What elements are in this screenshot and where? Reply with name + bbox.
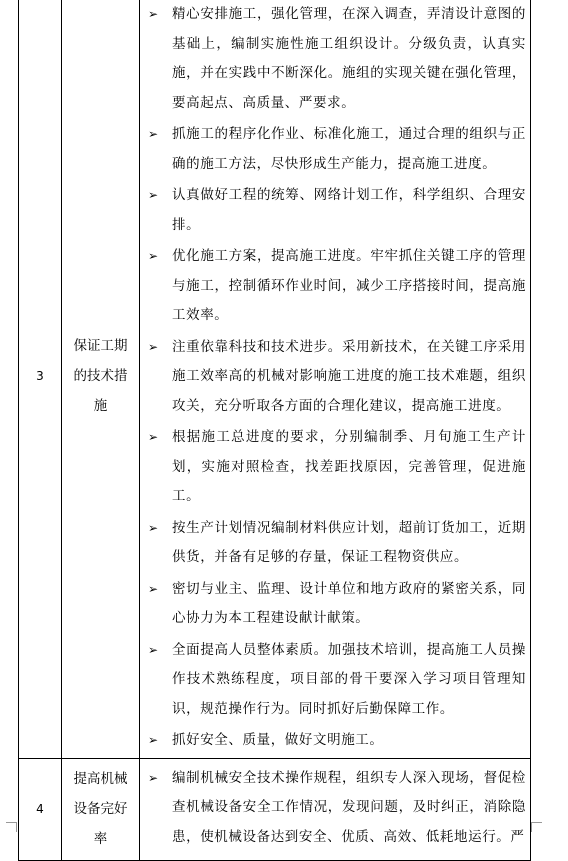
row-title: 保证工期的技术措施	[62, 0, 140, 758]
item-text: 抓施工的程序化作业、标准化施工，通过合理的组织与正确的施工方法，尽快形成生产能力，提高施工进度。	[172, 126, 526, 172]
list-item	[148, 120, 526, 179]
list-item	[148, 242, 526, 331]
item-list	[140, 758, 531, 860]
crop-mark	[531, 822, 532, 832]
arrow-bullet-icon: ➢	[148, 520, 159, 535]
arrow-bullet-icon: ➢	[148, 7, 159, 21]
crop-mark	[6, 822, 16, 823]
list-item	[148, 575, 526, 634]
item-list	[140, 0, 531, 758]
arrow-bullet-icon: ➢	[148, 127, 159, 141]
arrow-bullet-icon: ➢	[148, 733, 159, 747]
list-item	[148, 726, 526, 756]
item-text: 认真做好工程的统筹、网络计划工作，科学组织、合理安排。	[172, 187, 526, 233]
item-text: 密切与业主、监理、设计单位和地方政府的紧密关系，同心协力为本工程建设献计献策。	[172, 580, 526, 626]
list-item	[148, 423, 526, 512]
row-number: 4	[19, 758, 62, 860]
item-text: 优化施工方案，提高施工进度。牢牢抓住关键工序的管理与施工，控制循环作业时间，减少工序搭接时间，提高施工效率。	[172, 248, 526, 323]
table-row	[19, 758, 531, 860]
measures-table	[18, 0, 531, 861]
arrow-bullet-icon: ➢	[148, 339, 159, 354]
arrow-bullet-icon: ➢	[148, 642, 159, 657]
item-text: 全面提高人员整体素质。加强技术培训，提高施工人员操作技术熟练程度，项目部的骨干要深入学习项目管理知识，规范操作行为。同时抓好后勤保障工作。	[172, 641, 526, 717]
list-item	[148, 514, 526, 573]
item-text: 按生产计划情况编制材料供应计划，超前订货加工，近期供货，并备有足够的存量，保证工程物资供应。	[172, 519, 526, 565]
item-text: 编制机械安全技术操作规程，组织专人深入现场，督促检查机械设备安全工作情况，发现问题，及时纠正，消除隐患，使机械设备达到安全、优质、高效、低耗地运行。严	[172, 769, 526, 845]
arrow-bullet-icon: ➢	[148, 581, 159, 596]
list-item	[148, 636, 526, 725]
row-title: 提高机械设备完好率	[62, 758, 140, 860]
arrow-bullet-icon: ➢	[148, 188, 159, 202]
arrow-bullet-icon: ➢	[148, 430, 159, 444]
item-text: 精心安排施工，强化管理，在深入调查，弄清设计意图的基础上，编制实施性施工组织设计。分级负责，认真实施，并在实践中不断深化。施组的实现关键在强化管理，要高起点、高质量、严要求。	[172, 6, 526, 111]
crop-mark	[532, 822, 542, 823]
list-item	[148, 0, 526, 118]
item-text: 根据施工总进度的要求，分别编制季、月旬施工生产计划，实施对照检查，找差距找原因，完善管理，促进施工。	[172, 429, 526, 504]
arrow-bullet-icon: ➢	[148, 770, 159, 785]
item-text: 抓好安全、质量，做好文明施工。	[172, 732, 384, 748]
crop-mark	[16, 822, 17, 832]
list-item	[148, 181, 526, 240]
list-item	[148, 764, 526, 853]
list-item	[148, 333, 526, 422]
table-row	[19, 0, 531, 758]
arrow-bullet-icon: ➢	[148, 249, 159, 263]
row-number: 3	[19, 0, 62, 758]
item-text: 注重依靠科技和技术进步。采用新技术，在关键工序采用施工效率高的机械对影响施工进度的施工技术难题，组织攻关，充分听取各方面的合理化建议，提高施工进度。	[172, 338, 526, 414]
